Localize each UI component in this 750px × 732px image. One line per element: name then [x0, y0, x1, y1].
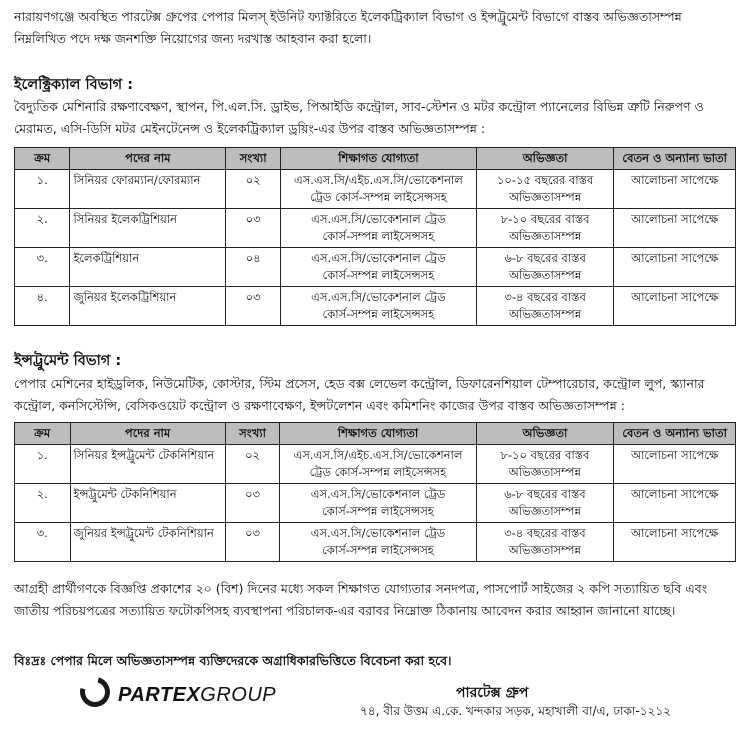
- qualification-line-2: ট্রেড কোর্স-সম্পন্ন লাইসেন্সসহ: [309, 465, 447, 479]
- table-row: [15, 248, 736, 287]
- count-cell: ০৪: [226, 248, 281, 287]
- experience-cell: [476, 170, 614, 209]
- post-cell: জুনিয়র ইন্সট্রুমেন্ট টেকনিশিয়ান: [70, 523, 225, 562]
- header-serial: ক্রম: [15, 423, 71, 445]
- experience-line-2: অভিজ্ঞতাসম্পন্ন: [508, 465, 582, 479]
- header-serial: ক্রম: [15, 148, 70, 170]
- qualification-line-1: এস.এস.সি/ভোকেশনাল ট্রেড: [310, 487, 446, 501]
- salary-cell: আলোচনা সাপেক্ষে: [614, 287, 736, 326]
- experience-line-1: ৮-১০ বছরের বাস্তব: [500, 448, 590, 462]
- experience-cell: [476, 445, 614, 484]
- qualification-cell: [281, 287, 477, 326]
- qualification-line-2: কোর্স-সম্পন্ন লাইসেন্সসহ: [322, 543, 434, 557]
- serial-cell: ২.: [15, 209, 70, 248]
- header-post: পদের নাম: [70, 423, 225, 445]
- serial-cell: ৪.: [15, 287, 70, 326]
- logo-ring-icon: [75, 672, 116, 713]
- company-address: ৭৪, বীর উত্তম এ.কে. খন্দকার সড়ক, মহাখালী বা/এ, ঢাকা-১২১২: [360, 704, 671, 718]
- experience-line-1: ৬-৮ বছরের বাস্তব: [504, 487, 586, 501]
- logo-wordmark: PARTEXGROUP: [118, 684, 277, 706]
- qualification-line-1: এস.এস.সি/এইচ.এস.সি/ভোকেশনাল: [293, 448, 463, 462]
- qualification-cell: [281, 248, 477, 287]
- qualification-line-1: এস.এস.সি/ভোকেশনাল ট্রেড: [311, 290, 446, 304]
- experience-line-1: ৬-৮ বছরের বাস্তব: [504, 251, 586, 265]
- qualification-line-1: এস.এস.সি/ভোকেশনাল ট্রেড: [310, 526, 446, 540]
- electrical-table: [14, 147, 736, 326]
- experience-line-1: ৩-৪ বছরের বাস্তব: [504, 290, 586, 304]
- header-salary: বেতন ও অন্যান্য ভাতা: [614, 423, 736, 445]
- header-qualification: শিক্ষাগত যোগ্যতা: [280, 423, 476, 445]
- instrument-table: [14, 422, 736, 562]
- qualification-cell: [280, 523, 476, 562]
- post-cell: ইলেকট্রিশিয়ান: [70, 248, 226, 287]
- electrical-section-title: ইলেক্ট্রিক্যাল বিভাগ :: [14, 77, 134, 93]
- table-row: [15, 445, 736, 484]
- table-row: [15, 170, 736, 209]
- experience-cell: [476, 248, 614, 287]
- post-cell: সিনিয়র ইন্সট্রুমেন্ট টেকনিশিয়ান: [70, 445, 225, 484]
- experience-line-1: ১০-১৫ বছরের বাস্তব: [496, 173, 594, 187]
- instrument-description: পেপার মেশিনের হাইড্রলিক, নিউমেটিক, কোস্টার, স্টিম প্রসেস, হেড বক্স লেভেল কন্ট্রোল, ডিফারেনশিয়াল টেম্পারেচার, কন্ট্রোল লুপ, স্ক্যানার কন্ট্রোল, কনসিস্টেন্সি, বেসিকওয়েট কন্ট্রোল ও রক্ষণাবেক্ষণ, ইন্সটলেশন এবং কমিশনিং কাজের উপর বাস্তব অভিজ্ঞতাসম্পন্ন :: [14, 376, 705, 413]
- table-row: [15, 209, 736, 248]
- table-header-row: [15, 148, 736, 170]
- qualification-line-2: কোর্স-সম্পন্ন লাইসেন্সসহ: [322, 229, 435, 243]
- salary-cell: আলোচনা সাপেক্ষে: [614, 170, 736, 209]
- qualification-cell: [281, 209, 477, 248]
- header-experience: অভিজ্ঞতা: [476, 148, 614, 170]
- count-cell: ০৩: [225, 523, 280, 562]
- post-cell: জুনিয়র ইলেকট্রিশিয়ান: [70, 287, 226, 326]
- instrument-section-title: ইন্সট্রুমেন্ট বিভাগ :: [14, 353, 122, 369]
- count-cell: ০২: [226, 170, 281, 209]
- header-qualification: শিক্ষাগত যোগ্যতা: [281, 148, 477, 170]
- post-cell: ইন্সট্রুমেন্ট টেকনিশিয়ান: [70, 484, 225, 523]
- qualification-line-2: কোর্স-সম্পন্ন লাইসেন্সসহ: [322, 268, 435, 282]
- qualification-line-2: কোর্স-সম্পন্ন লাইসেন্সসহ: [322, 307, 435, 321]
- salary-cell: আলোচনা সাপেক্ষে: [614, 209, 736, 248]
- qualification-line-2: কোর্স-সম্পন্ন লাইসেন্সসহ: [322, 504, 434, 518]
- experience-line-2: অভিজ্ঞতাসম্পন্ন: [508, 190, 582, 204]
- header-salary: বেতন ও অন্যান্য ভাতা: [614, 148, 736, 170]
- experience-cell: [476, 484, 614, 523]
- table-row: [15, 287, 736, 326]
- salary-cell: আলোচনা সাপেক্ষে: [614, 484, 736, 523]
- qualification-line-2: ট্রেড কোর্স-সম্পন্ন লাইসেন্সসহ: [310, 190, 447, 204]
- note-text: বিঃদ্রঃ পেপার মিলে অভিজ্ঞতাসম্পন্ন ব্যক্তিদেরকে অগ্রাধিকারভিত্তিতে বিবেচনা করা হবে।: [14, 653, 452, 668]
- table-row: [15, 523, 736, 562]
- table-header-row: [15, 423, 736, 445]
- experience-cell: [476, 523, 614, 562]
- serial-cell: ২.: [15, 484, 71, 523]
- header-experience: অভিজ্ঞতা: [476, 423, 614, 445]
- count-cell: ০৩: [226, 287, 281, 326]
- post-cell: সিনিয়র ফোরম্যান/ফোরম্যান: [70, 170, 226, 209]
- experience-line-2: অভিজ্ঞতাসম্পন্ন: [508, 229, 582, 243]
- qualification-cell: [280, 445, 476, 484]
- experience-line-2: অভিজ্ঞতাসম্পন্ন: [508, 268, 582, 282]
- experience-line-1: ৩-৪ বছরের বাস্তব: [504, 526, 586, 540]
- salary-cell: আলোচনা সাপেক্ষে: [614, 523, 736, 562]
- header-count: সংখ্যা: [226, 148, 281, 170]
- count-cell: ০৩: [225, 484, 280, 523]
- serial-cell: ৩.: [15, 523, 71, 562]
- count-cell: ০২: [225, 445, 280, 484]
- qualification-line-1: এস.এস.সি/ভোকেশনাল ট্রেড: [311, 251, 446, 265]
- salary-cell: আলোচনা সাপেক্ষে: [614, 248, 736, 287]
- qualification-cell: [281, 170, 477, 209]
- experience-cell: [476, 209, 614, 248]
- salary-cell: আলোচনা সাপেক্ষে: [614, 445, 736, 484]
- experience-line-1: ৮-১০ বছরের বাস্তব: [500, 212, 590, 226]
- qualification-cell: [280, 484, 476, 523]
- experience-cell: [476, 287, 614, 326]
- table-row: [15, 484, 736, 523]
- count-cell: ০৩: [226, 209, 281, 248]
- serial-cell: ৩.: [15, 248, 70, 287]
- serial-cell: ১.: [15, 445, 71, 484]
- application-instructions: আগ্রহী প্রার্থীগণকে বিজ্ঞপ্তি প্রকাশের ২০ (বিশ) দিনের মধ্যে সকল শিক্ষাগত যোগ্যতার সনদপত্র, পাসপোর্ট সাইজের ২ কপি সত্যায়িত ছবি এবং জাতীয় পরিচয়পত্রের সত্যায়িত ফটোকপিসহ ব্যবস্থাপনা পরিচালক-এর বরাবর নিম্নোক্ত ঠিকানায় আবেদন করার আহ্বান জানানো যাচ্ছে।: [14, 581, 708, 618]
- qualification-line-1: এস.এস.সি/এইচ.এস.সি/ভোকেশনাল: [293, 173, 463, 187]
- company-name: পারটেক্স গ্রুপ: [456, 685, 529, 701]
- partex-group-logo: [80, 675, 277, 715]
- header-post: পদের নাম: [70, 148, 226, 170]
- electrical-description: বৈদ্যুতিক মেশিনারি রক্ষণাবেক্ষণ, স্থাপন, পি.এল.সি. ড্রাইভ, পিআইডি কন্ট্রোল, সাব-স্টেশন ও মটর কন্ট্রোল প্যানেলের বিভিন্ন ত্রুটি নিরুপণ ও মেরামত, এসি-ডিসি মটর মেইনটেনেন্স ও ইলেকট্রিক্যাল ড্রয়িং-এর উপর বাস্তব অভিজ্ঞতাসম্পন্ন :: [14, 99, 704, 136]
- header-count: সংখ্যা: [225, 423, 280, 445]
- post-cell: সিনিয়র ইলেকট্রিশিয়ান: [70, 209, 226, 248]
- experience-line-2: অভিজ্ঞতাসম্পন্ন: [508, 504, 582, 518]
- serial-cell: ১.: [15, 170, 70, 209]
- experience-line-2: অভিজ্ঞতাসম্পন্ন: [508, 307, 582, 321]
- experience-line-2: অভিজ্ঞতাসম্পন্ন: [508, 543, 582, 557]
- intro-text: নারায়ণগঞ্জে অবস্থিত পারটেক্স গ্রুপের পেপার মিলস্ ইউনিট ফ্যাক্টরিতে ইলেকট্রিক্যাল বিভাগ ও ইন্সট্রুমেন্ট বিভাগে বাস্তব অভিজ্ঞতাসম্পন্ন নিম্নলিখিত পদে দক্ষ জনশক্তি নিয়োগের জন্য দরখাস্ত আহবান করা হলো।: [14, 9, 682, 46]
- qualification-line-1: এস.এস.সি/ভোকেশনাল ট্রেড: [311, 212, 446, 226]
